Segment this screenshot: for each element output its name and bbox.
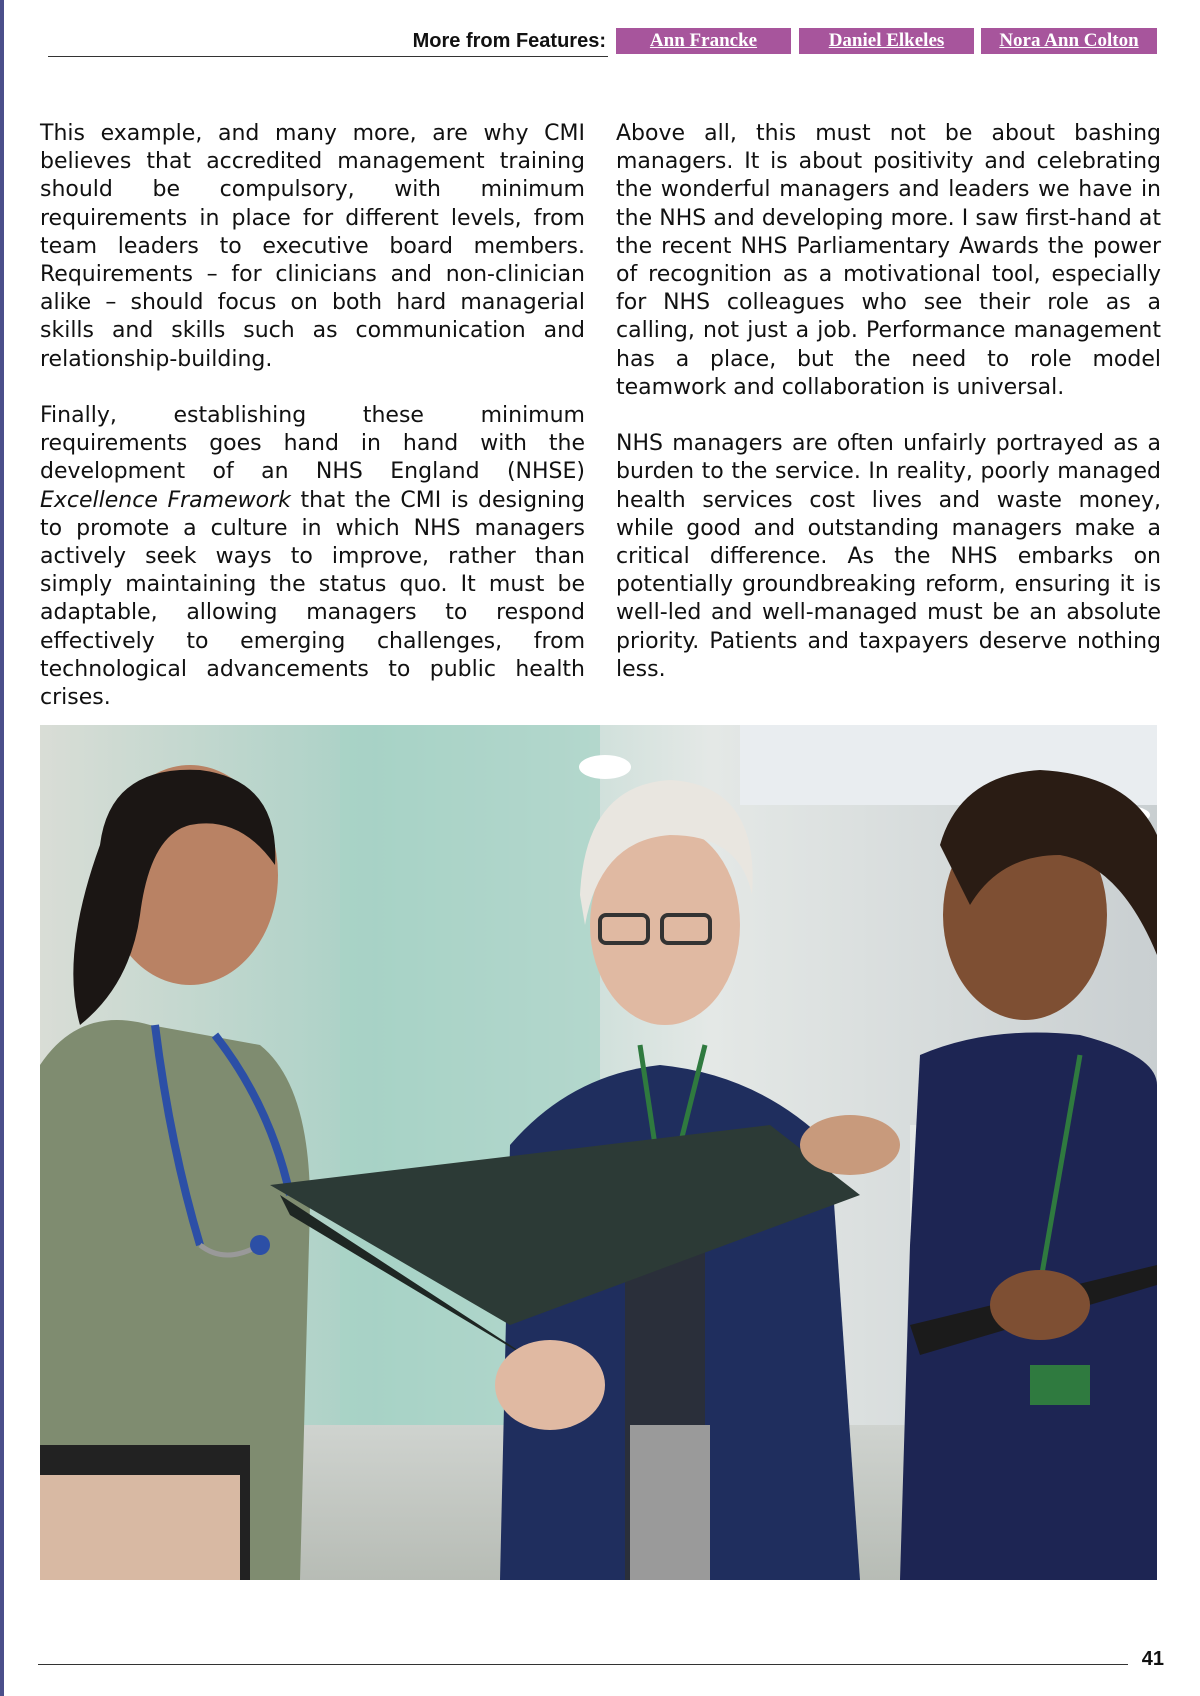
article-column-right (616, 120, 1161, 712)
framework-title: Excellence Framework (40, 487, 291, 513)
author-link-ann-francke[interactable]: Ann Francke (616, 28, 791, 54)
paragraph: NHS managers are often unfairly portrayed as a burden to the service. In reality, poorly managed health services cost lives and waste money, while good and outstanding managers make a critical difference. As the NHS embarks on potentially groundbreaking reform, ensuring it is well-led and well-managed must be an absolute priority. Patients and taxpayers deserve nothing less. (616, 431, 1161, 682)
article-column-left (40, 120, 585, 740)
paragraph: Above all, this must not be about bashing managers. It is about positivity and celebrating the wonderful managers and leaders we have in the NHS and developing more. I saw first-hand at the recent NHS Parliamentary Awards the power of recognition as a motivational tool, especially for NHS colleagues who see their role as a calling, not just a job. Performance management has a place, but the need to role model teamwork and collaboration is universal. (616, 121, 1161, 400)
article-photo (40, 725, 1157, 1580)
author-link-daniel-elkeles[interactable]: Daniel Elkeles (799, 28, 974, 54)
page-number: 41 (1141, 1648, 1164, 1670)
paragraph: Finally, establishing these minimum requirements goes hand in hand with the development of an NHS England (NHSE) Excellence Framework that the CMI is designing to promote a culture in which NHS managers actively seek ways to improve, rather than simply maintaining the status quo. It must be adaptable, allowing managers to respond effectively to emerging challenges, from technological advancements to public health crises. (40, 403, 585, 711)
footer-divider (38, 1664, 1128, 1665)
paragraph: This example, and many more, are why CMI believes that accredited management training should be compulsory, with minimum requirements in place for different levels, from team leaders to executive board members. Requirements – for clinicians and non-clinician alike – should focus on both hard managerial skills and skills such as communication and relationship-building. (40, 121, 585, 372)
author-link-nora-ann-colton[interactable]: Nora Ann Colton (981, 28, 1157, 54)
header-divider (48, 56, 608, 57)
left-edge-rule (0, 0, 4, 1696)
more-from-features-label: More from Features: (412, 30, 606, 52)
